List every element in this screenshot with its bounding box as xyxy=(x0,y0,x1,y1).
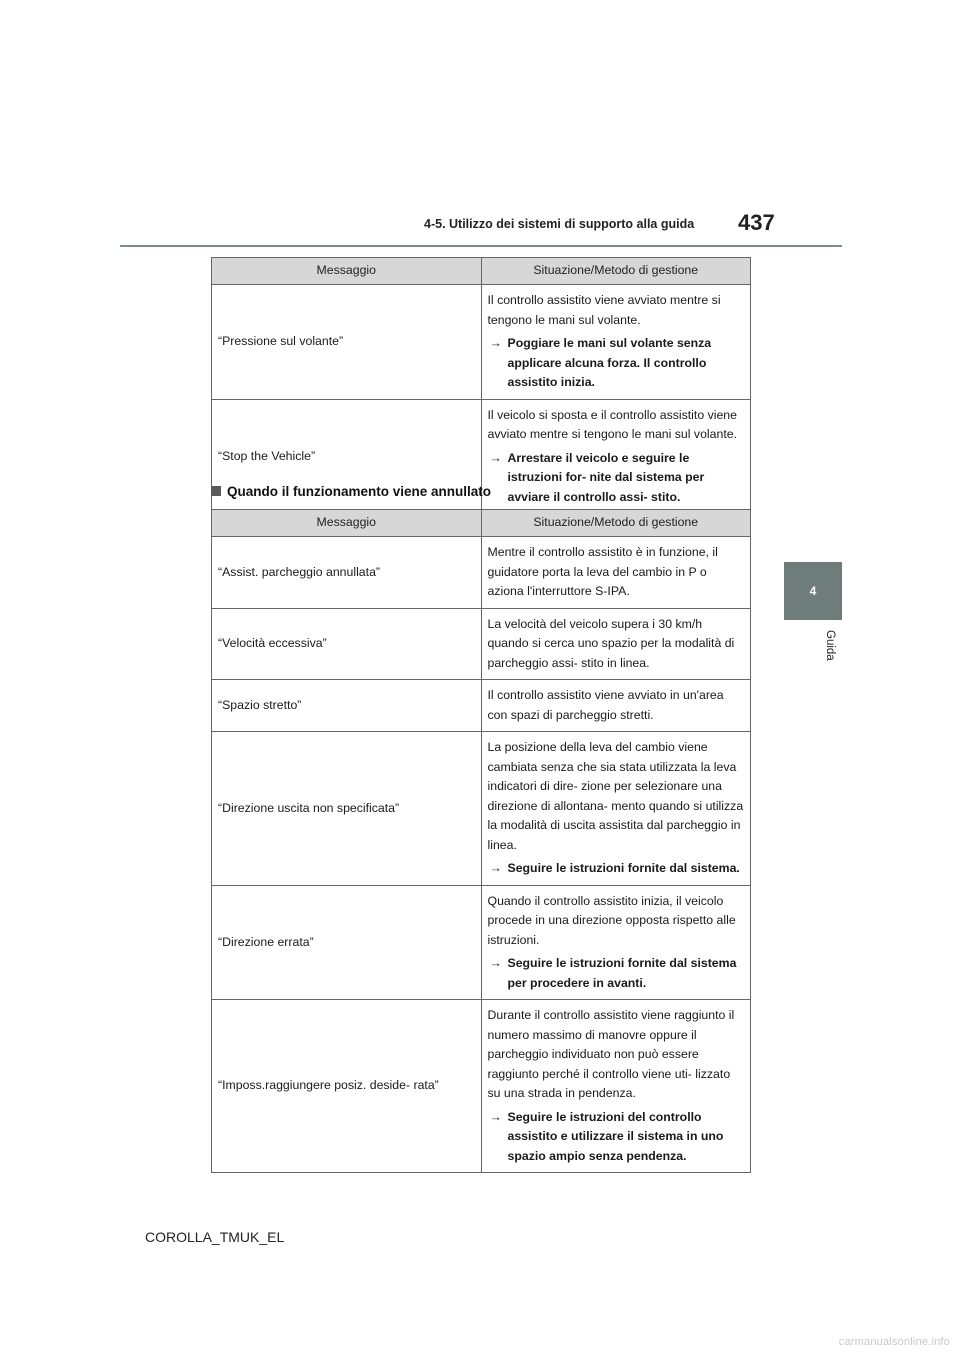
situation-cell xyxy=(481,608,751,680)
section-heading-text: Quando il funzionamento viene annullato xyxy=(227,484,492,499)
message-cell: “Pressione sul volante” xyxy=(212,285,482,400)
arrow-icon: → xyxy=(489,336,502,350)
situation-text: Quando il controllo assistito inizia, il veicolo procede in una direzione opposta rispetto alle istruzioni. xyxy=(487,893,736,947)
message-cell: “Spazio stretto” xyxy=(212,680,482,732)
header-divider xyxy=(120,245,842,247)
message-cell: “Direzione uscita non specificata” xyxy=(212,732,482,886)
action-instruction xyxy=(488,449,745,508)
message-cell: “Velocità eccessiva” xyxy=(212,608,482,680)
message-cell: “Direzione errata” xyxy=(212,885,482,1000)
situation-cell xyxy=(481,285,751,400)
table-row xyxy=(212,885,751,1000)
section-heading xyxy=(211,484,491,499)
document-code: COROLLA_TMUK_EL xyxy=(145,1229,285,1245)
action-instruction xyxy=(488,1108,745,1167)
arrow-icon: → xyxy=(489,956,502,970)
page-number: 437 xyxy=(738,210,775,235)
action-instruction xyxy=(488,859,745,879)
column-header-situation: Situazione/Metodo di gestione xyxy=(481,510,751,537)
action-text: Arrestare il veicolo e seguire le istruzioni for- nite dal sistema per avviare il controllo assi- stito. xyxy=(507,450,705,504)
table-row xyxy=(212,1000,751,1173)
situation-text: La posizione della leva del cambio viene cambiata senza che sia stata utilizzata la leva indicatori di dire- zione per selezionare una direzione di allontana- mento quando si utilizza la modalità di uscita assistita dal parcheggio in linea. xyxy=(487,740,744,852)
action-text: Seguire le istruzioni fornite dal sistema. xyxy=(507,861,740,875)
action-text: Poggiare le mani sul volante senza applicare alcuna forza. Il controllo assistito inizia. xyxy=(507,336,712,389)
situation-text: Il controllo assistito viene avviato mentre si tengono le mani sul volante. xyxy=(487,293,721,327)
arrow-icon: → xyxy=(489,450,502,465)
column-header-situation: Situazione/Metodo di gestione xyxy=(481,258,751,285)
column-header-message: Messaggio xyxy=(212,510,482,537)
message-cell: “Stop the Vehicle” xyxy=(212,399,482,514)
table-header-row xyxy=(212,510,751,537)
chapter-number: 4 xyxy=(809,584,817,598)
arrow-icon: → xyxy=(489,1109,502,1124)
chapter-label: Guida xyxy=(824,630,836,661)
situation-cell xyxy=(481,399,751,514)
table-header-row xyxy=(212,258,751,285)
action-instruction xyxy=(488,334,745,393)
situation-text: Il controllo assistito viene avviato in un'area con spazi di parcheggio stretti. xyxy=(487,688,724,722)
situation-cell xyxy=(481,1000,751,1173)
table-row xyxy=(212,285,751,400)
situation-cell xyxy=(481,680,751,732)
action-text: Seguire le istruzioni fornite dal sistema per procedere in avanti. xyxy=(507,956,737,990)
message-cell: “Assist. parcheggio annullata” xyxy=(212,537,482,609)
chapter-tab xyxy=(784,562,842,620)
situation-cell xyxy=(481,732,751,886)
situation-text: Il veicolo si sposta e il controllo assistito viene avviato mentre si tengono le mani sul volante. xyxy=(487,407,737,441)
table-row xyxy=(212,732,751,886)
column-header-message: Messaggio xyxy=(212,258,482,285)
situation-text: Durante il controllo assistito viene raggiunto il numero massimo di manovre oppure il parcheggio individuato non può essere raggiunto perché il controllo viene uti- lizzato su una strada in pendenza. xyxy=(487,1008,735,1100)
table-row xyxy=(212,537,751,609)
situation-text: Mentre il controllo assistito è in funzione, il guidatore porta la leva del cambio in P o aziona l'interruttore S-IPA. xyxy=(487,545,718,598)
watermark: carmanualsonline.info xyxy=(838,1336,950,1348)
action-text: Seguire le istruzioni del controllo assistito e utilizzare il sistema in uno spazio ampio senza pendenza. xyxy=(507,1109,724,1163)
situation-cell xyxy=(481,885,751,1000)
situation-cell xyxy=(481,537,751,609)
message-table-top xyxy=(211,257,751,514)
table-row xyxy=(212,680,751,732)
situation-text: La velocità del veicolo supera i 30 km/h quando si cerca uno spazio per la modalità di parcheggio assi- stito in linea. xyxy=(487,616,735,670)
arrow-icon: → xyxy=(489,861,502,875)
action-instruction xyxy=(488,954,745,993)
square-bullet-icon xyxy=(211,486,221,496)
message-cell: “Imposs.raggiungere posiz. deside- rata” xyxy=(212,1000,482,1173)
table-row xyxy=(212,608,751,680)
message-table-bottom xyxy=(211,509,751,1173)
section-title: 4-5. Utilizzo dei sistemi di supporto alla guida xyxy=(424,217,695,231)
